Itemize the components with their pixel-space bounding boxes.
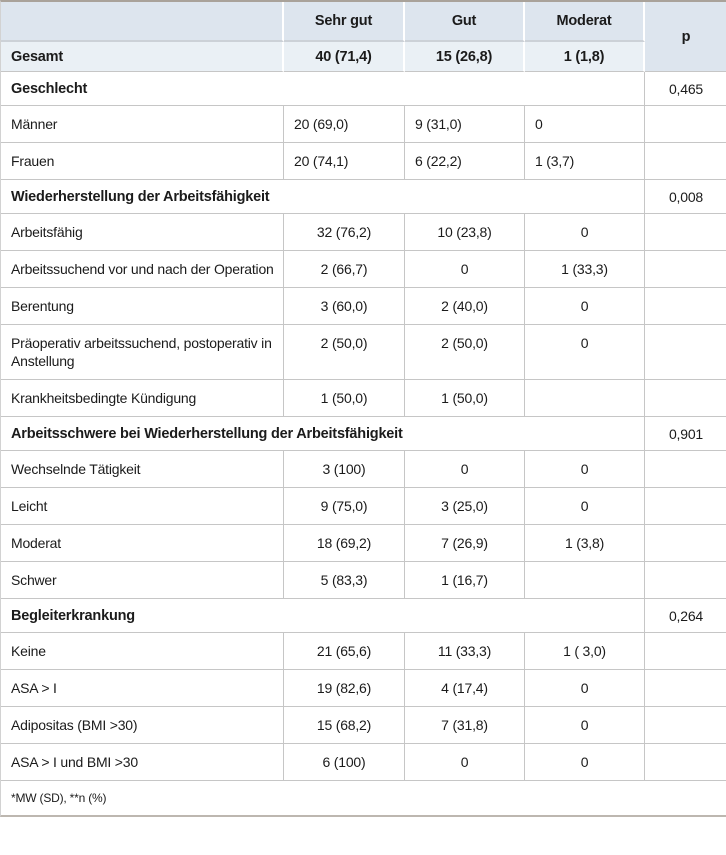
data-row [1,525,726,562]
row-label-cell: Männer [1,106,284,143]
p-empty-cell [645,214,726,251]
value-cell: 0 [405,744,525,781]
footnote-row [1,781,726,815]
data-row [1,143,726,180]
value-cell: 1 (50,0) [284,380,405,417]
value-cell: 20 (69,0) [284,106,405,143]
value-cell: 0 [405,251,525,288]
value-cell: 1 ( 3,0) [525,633,645,670]
row-label-cell: Adipositas (BMI >30) [1,707,284,744]
value-cell: 1 (16,7) [405,562,525,599]
data-row [1,707,726,744]
section-row [1,180,726,214]
value-cell: 6 (100) [284,744,405,781]
row-label-cell: Schwer [1,562,284,599]
value-cell: 0 [525,670,645,707]
p-empty-cell [645,451,726,488]
value-cell: 0 [525,214,645,251]
value-cell: 0 [525,325,645,380]
p-value-cell: 0,264 [645,599,726,633]
p-empty-cell [645,488,726,525]
p-empty-cell [645,106,726,143]
header-col-sehr-gut: Sehr gut [284,2,405,42]
section-label-cell: Begleiterkrankung [1,599,645,633]
section-label-cell: Arbeitsschwere bei Wiederherstellung der Arbeitsfähigkeit [1,417,645,451]
header-empty-cell [1,2,284,42]
section-label-cell: Geschlecht [1,72,645,106]
row-label-cell: Berentung [1,288,284,325]
section-row [1,599,726,633]
value-cell: 1 (33,3) [525,251,645,288]
value-cell: 15 (26,8) [405,42,525,72]
value-cell: 5 (83,3) [284,562,405,599]
value-cell: 32 (76,2) [284,214,405,251]
value-cell: 1 (1,8) [525,42,645,72]
data-row [1,325,726,380]
value-cell [525,380,645,417]
value-cell: 1 (50,0) [405,380,525,417]
value-cell: 11 (33,3) [405,633,525,670]
header-col-gut: Gut [405,2,525,42]
section-label-cell: Wiederherstellung der Arbeitsfähigkeit [1,180,645,214]
table-body [1,2,726,815]
value-cell: 21 (65,6) [284,633,405,670]
value-cell: 0 [525,451,645,488]
value-cell: 3 (100) [284,451,405,488]
value-cell: 4 (17,4) [405,670,525,707]
row-label-cell: Arbeitssuchend vor und nach der Operation [1,251,284,288]
value-cell: 19 (82,6) [284,670,405,707]
p-empty-cell [645,525,726,562]
value-cell: 10 (23,8) [405,214,525,251]
p-empty-cell [645,633,726,670]
p-value-cell: 0,008 [645,180,726,214]
p-value-cell: 0,465 [645,72,726,106]
data-row [1,451,726,488]
value-cell: 18 (69,2) [284,525,405,562]
row-label-cell: Arbeitsfähig [1,214,284,251]
p-empty-cell [645,562,726,599]
data-row [1,633,726,670]
data-row [1,214,726,251]
value-cell: 0 [525,707,645,744]
value-cell: 9 (31,0) [405,106,525,143]
header-col-p: p [645,2,726,72]
p-empty-cell [645,707,726,744]
p-value-cell: 0,901 [645,417,726,451]
value-cell: 3 (60,0) [284,288,405,325]
p-empty-cell [645,670,726,707]
row-label-cell: Wechselnde Tätigkeit [1,451,284,488]
data-row [1,288,726,325]
value-cell: 6 (22,2) [405,143,525,180]
value-cell: 20 (74,1) [284,143,405,180]
p-empty-cell [645,380,726,417]
row-label-cell: Keine [1,633,284,670]
value-cell: 0 [525,744,645,781]
section-row [1,417,726,451]
value-cell: 40 (71,4) [284,42,405,72]
row-label-cell: Moderat [1,525,284,562]
data-row [1,670,726,707]
value-cell: 2 (50,0) [284,325,405,380]
value-cell: 7 (31,8) [405,707,525,744]
data-row [1,380,726,417]
data-row [1,744,726,781]
data-row [1,251,726,288]
footnote-cell: *MW (SD), **n (%) [1,781,726,815]
value-cell: 2 (66,7) [284,251,405,288]
p-empty-cell [645,251,726,288]
value-cell: 0 [525,106,645,143]
total-row [1,42,726,72]
p-empty-cell [645,143,726,180]
value-cell: 1 (3,8) [525,525,645,562]
section-row [1,72,726,106]
data-row [1,106,726,143]
header-col-moderat: Moderat [525,2,645,42]
value-cell: 2 (50,0) [405,325,525,380]
p-empty-cell [645,288,726,325]
p-empty-cell [645,325,726,380]
value-cell: 0 [525,488,645,525]
p-empty-cell [645,744,726,781]
row-label-cell: Präoperativ arbeitssuchend, postoperativ in Anstellung [1,325,284,380]
header-row [1,2,726,42]
row-label-cell: ASA > I [1,670,284,707]
row-label-cell: ASA > I und BMI >30 [1,744,284,781]
value-cell: 0 [525,288,645,325]
value-cell: 2 (40,0) [405,288,525,325]
row-label-cell: Krankheitsbedingte Kündigung [1,380,284,417]
row-label-cell: Frauen [1,143,284,180]
value-cell [525,562,645,599]
row-label-cell: Leicht [1,488,284,525]
value-cell: 0 [405,451,525,488]
value-cell: 3 (25,0) [405,488,525,525]
data-row [1,488,726,525]
value-cell: 7 (26,9) [405,525,525,562]
value-cell: 9 (75,0) [284,488,405,525]
row-label-cell: Gesamt [1,42,284,72]
value-cell: 15 (68,2) [284,707,405,744]
data-row [1,562,726,599]
value-cell: 1 (3,7) [525,143,645,180]
